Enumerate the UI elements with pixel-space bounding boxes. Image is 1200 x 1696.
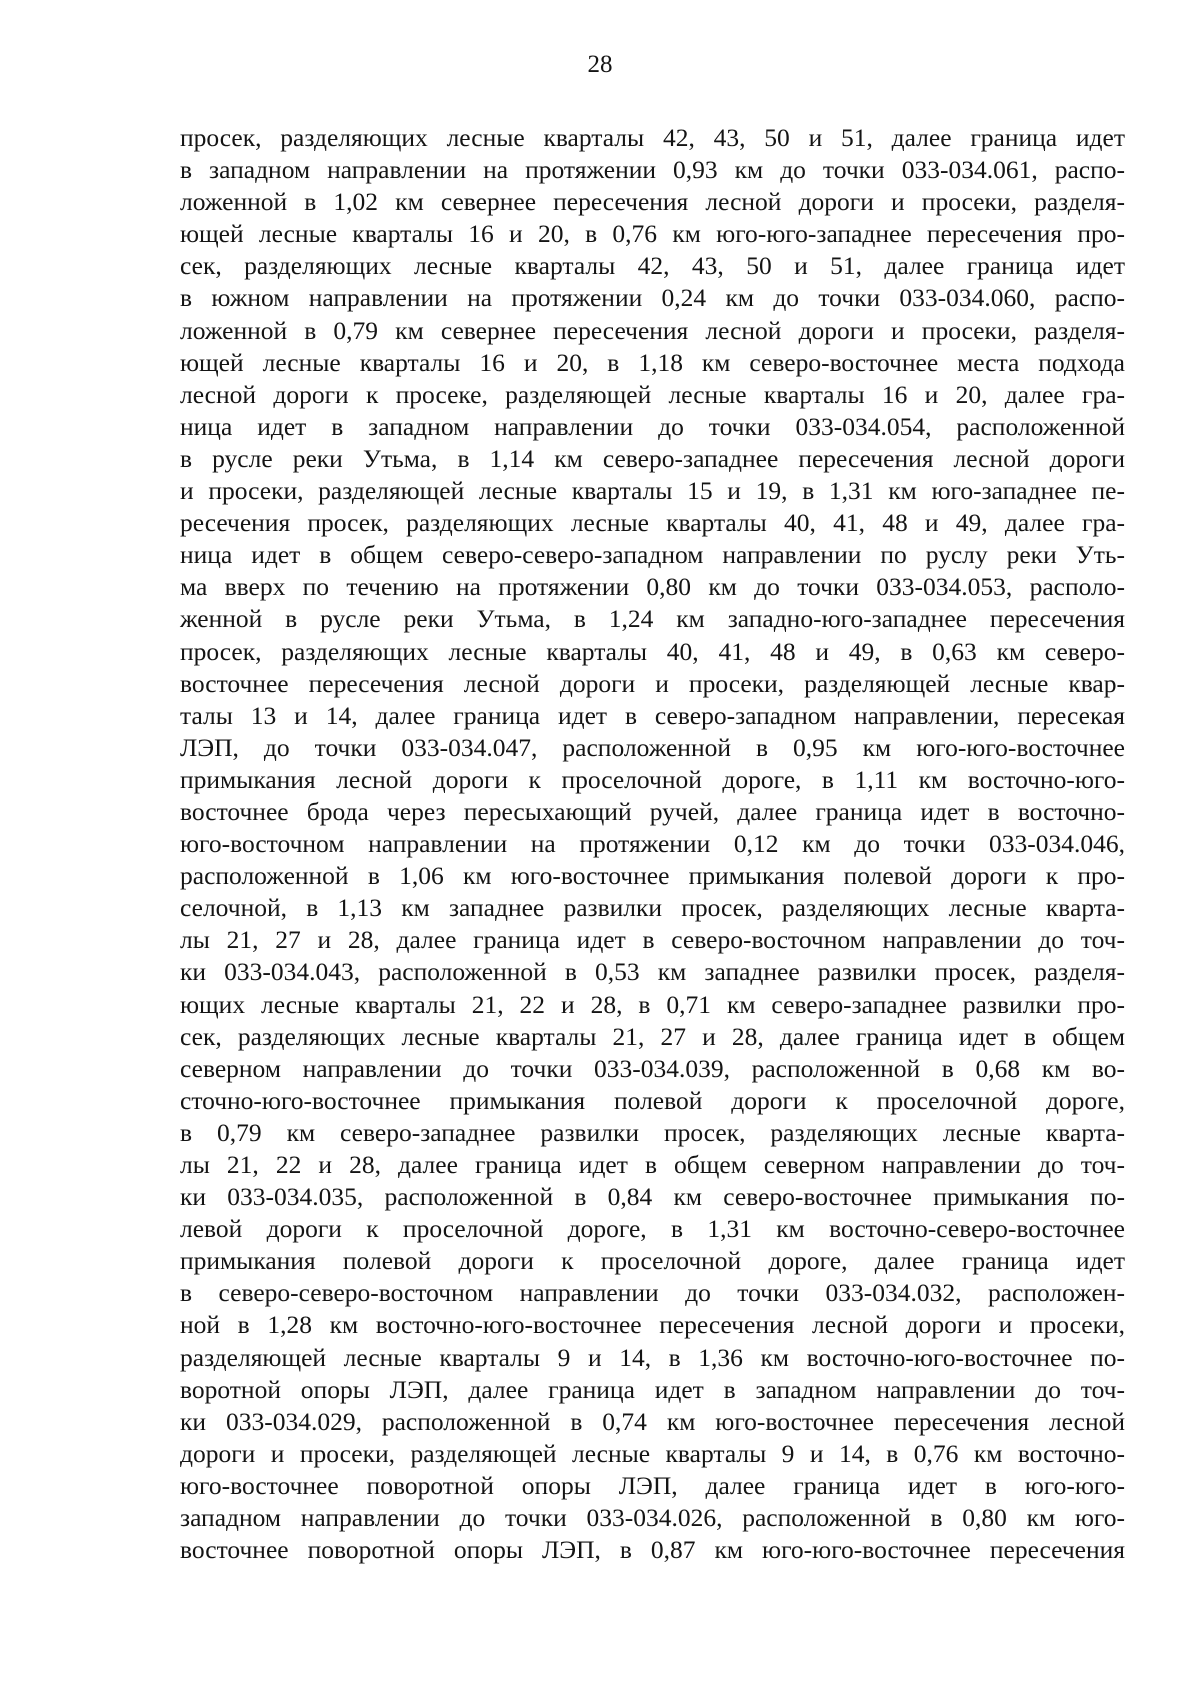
text-line: дороги и просеки, разделяющей лесные кварталы 9 и 14, в 0,76 км восточно-	[180, 1438, 1125, 1468]
text-line: ма вверх по течению на протяжении 0,80 км до точки 033-034.053, располо-	[180, 572, 1125, 602]
text-line: просек, разделяющих лесные кварталы 40, 41, 48 и 49, в 0,63 км северо-	[180, 636, 1125, 666]
text-line: ки 033-034.043, расположенной в 0,53 км западнее развилки просек, разделя-	[180, 957, 1125, 987]
text-line: лы 21, 22 и 28, далее граница идет в общем северном направлении до точ-	[180, 1150, 1125, 1179]
text-line: юго-восточном направлении на протяжении 0,12 км до точки 033-034.046,	[180, 829, 1125, 859]
text-line: селочной, в 1,13 км западнее развилки просек, разделяющих лесные кварта-	[180, 893, 1125, 923]
text-line: восточнее поворотной опоры ЛЭП, в 0,87 км юго-юго-восточнее пересечения	[180, 1535, 1125, 1565]
text-line: женной в русле реки Утьма, в 1,24 км западно-юго-западнее пересечения	[180, 604, 1125, 634]
text-line: в русле реки Утьма, в 1,14 км северо-западнее пересечения лесной дороги	[180, 443, 1125, 473]
body-text	[180, 122, 1125, 1566]
text-line: воротной опоры ЛЭП, далее граница идет в западном направлении до точ-	[180, 1374, 1125, 1404]
text-line: ложенной в 1,02 км севернее пересечения лесной дороги и просеки, разделя-	[180, 187, 1125, 217]
text-line: восточнее брода через пересыхающий ручей, далее граница идет в восточно-	[180, 796, 1125, 826]
text-line: лы 21, 27 и 28, далее граница идет в северо-восточном направлении до точ-	[180, 925, 1125, 955]
text-line: ки 033-034.029, расположенной в 0,74 км юго-восточнее пересечения лесной	[180, 1406, 1125, 1436]
text-line: в 0,79 км северо-западнее развилки просек, разделяющих лесные кварта-	[180, 1117, 1125, 1147]
text-line: левой дороги к проселочной дороге, в 1,31 км восточно-северо-восточнее	[180, 1214, 1125, 1244]
text-line: ки 033-034.035, расположенной в 0,84 км северо-восточнее примыкания по-	[180, 1182, 1125, 1212]
text-line: ющих лесные кварталы 21, 22 и 28, в 0,71 км северо-западнее развилки про-	[180, 989, 1125, 1019]
text-line: сек, разделяющих лесные кварталы 21, 27 и 28, далее граница идет в общем	[180, 1021, 1125, 1051]
text-line: ЛЭП, до точки 033-034.047, расположенной в 0,95 км юго-юго-восточнее	[180, 732, 1125, 762]
text-line: примыкания полевой дороги к проселочной дороге, далее граница идет	[180, 1246, 1125, 1276]
text-line: талы 13 и 14, далее граница идет в северо-западном направлении, пересекая	[180, 700, 1125, 730]
text-line: в западном направлении на протяжении 0,93 км до точки 033-034.061, распо-	[180, 155, 1125, 185]
text-line: ница идет в западном направлении до точки 033-034.054, расположенной	[180, 411, 1125, 441]
text-line: ница идет в общем северо-северо-западном направлении по руслу реки Уть-	[180, 540, 1125, 570]
text-line: восточнее пересечения лесной дороги и просеки, разделяющей лесные квар-	[180, 668, 1125, 698]
text-line: просек, разделяющих лесные кварталы 42, 43, 50 и 51, далее граница идет	[180, 123, 1125, 152]
text-line: в северо-северо-восточном направлении до точки 033-034.032, расположен-	[180, 1278, 1125, 1308]
text-line: лесной дороги к просеке, разделяющей лесные кварталы 16 и 20, далее гра-	[180, 379, 1125, 409]
text-line: юго-восточнее поворотной опоры ЛЭП, далее граница идет в юго-юго-	[180, 1470, 1125, 1500]
text-line: северном направлении до точки 033-034.039, расположенной в 0,68 км во-	[180, 1053, 1125, 1083]
text-line: и просеки, разделяющей лесные кварталы 15 и 19, в 1,31 км юго-западнее пе-	[180, 476, 1125, 506]
text-line: разделяющей лесные кварталы 9 и 14, в 1,36 км восточно-юго-восточнее по-	[180, 1342, 1125, 1372]
text-line: в южном направлении на протяжении 0,24 км до точки 033-034.060, распо-	[180, 283, 1125, 313]
text-line: сточно-юго-восточнее примыкания полевой дороги к проселочной дороге,	[180, 1085, 1125, 1115]
page-number: 28	[587, 51, 613, 78]
text-line: примыкания лесной дороги к проселочной дороге, в 1,11 км восточно-юго-	[180, 764, 1125, 794]
text-line: западном направлении до точки 033-034.026, расположенной в 0,80 км юго-	[180, 1503, 1125, 1533]
text-line: ресечения просек, разделяющих лесные кварталы 40, 41, 48 и 49, далее гра-	[180, 508, 1125, 538]
text-line: сек, разделяющих лесные кварталы 42, 43, 50 и 51, далее граница идет	[180, 251, 1125, 281]
text-line: ложенной в 0,79 км севернее пересечения лесной дороги и просеки, разделя-	[180, 315, 1125, 345]
text-line: расположенной в 1,06 км юго-восточнее примыкания полевой дороги к про-	[180, 861, 1125, 891]
text-line: ной в 1,28 км восточно-юго-восточнее пересечения лесной дороги и просеки,	[180, 1310, 1125, 1340]
text-line: ющей лесные кварталы 16 и 20, в 1,18 км северо-восточнее места подхода	[180, 347, 1125, 377]
text-line: ющей лесные кварталы 16 и 20, в 0,76 км юго-юго-западнее пересечения про-	[180, 219, 1125, 249]
